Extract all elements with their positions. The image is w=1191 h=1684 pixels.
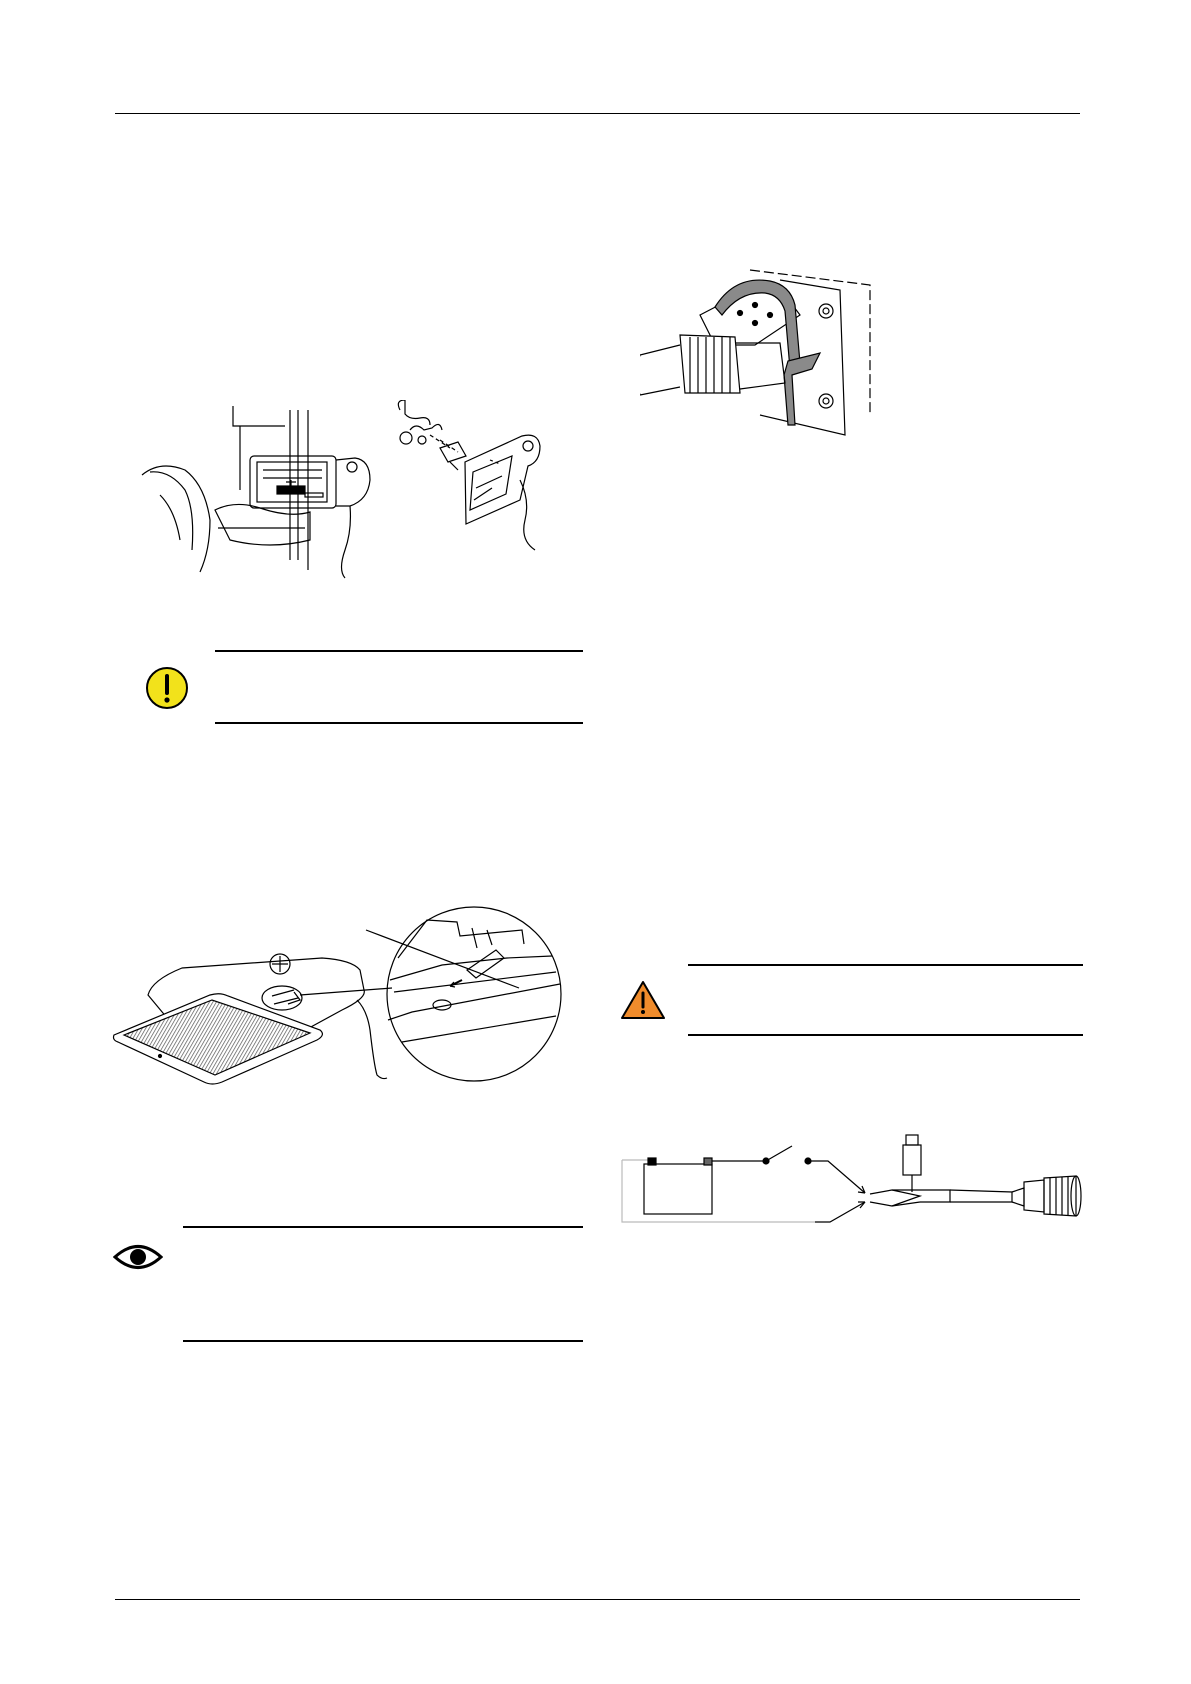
caution-bottom-rule xyxy=(215,722,583,724)
note-bottom-rule xyxy=(183,1340,583,1342)
eye-icon xyxy=(113,1242,163,1272)
warning-top-rule xyxy=(688,964,1083,966)
plug-connector-illustration xyxy=(640,265,900,455)
terminal-mounting-illustration xyxy=(140,400,600,580)
note-top-rule xyxy=(183,1226,583,1228)
warning-bottom-rule xyxy=(688,1034,1083,1036)
exclamation-circle-icon xyxy=(145,666,189,710)
header-rule xyxy=(115,113,1080,114)
caution-top-rule xyxy=(215,650,583,652)
warning-triangle-icon xyxy=(620,980,666,1020)
power-cable-wiring-diagram xyxy=(620,1130,1100,1230)
tablet-holder-illustration xyxy=(112,900,592,1085)
footer-rule xyxy=(115,1599,1080,1600)
